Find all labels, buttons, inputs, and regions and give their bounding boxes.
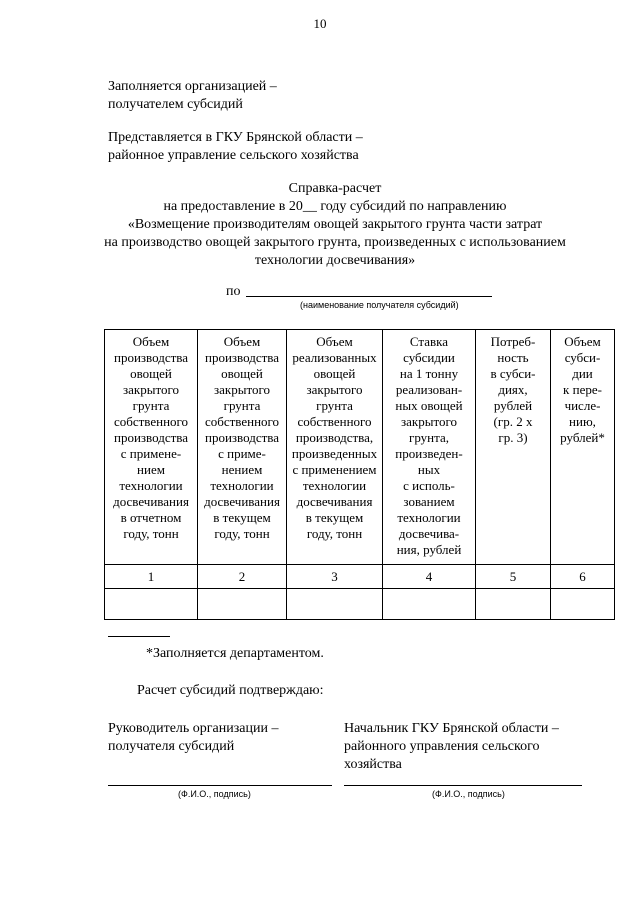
column-number: 5: [476, 565, 551, 589]
entry-cell[interactable]: [198, 589, 287, 620]
recipient-caption: (наименование получателя субсидий): [300, 300, 459, 310]
header-line: в отчетном: [120, 510, 182, 525]
entry-cell[interactable]: [551, 589, 615, 620]
header-line: с применением: [292, 462, 377, 477]
header-line: дии: [572, 366, 593, 381]
table-header-row: [105, 330, 615, 565]
filled-by-line-1: Заполняется организацией –: [108, 79, 277, 94]
header-line: закрытого: [214, 382, 270, 397]
header-col-6: [551, 330, 615, 565]
header-line: Объем: [223, 334, 261, 349]
header-line: зованием: [403, 494, 455, 509]
header-line: овощей: [130, 366, 172, 381]
header-line: Ставка: [409, 334, 449, 349]
recipient-input-line[interactable]: [246, 296, 492, 297]
header-line: с приме-: [218, 446, 266, 461]
title-line-2: «Возмещение производителям овощей закрытого грунта части затрат: [127, 217, 543, 232]
header-col-5: [476, 330, 551, 565]
header-line: производства: [204, 430, 280, 445]
submitted-to-line-1: Представляется в ГКУ Брянской области –: [108, 130, 363, 145]
header-line: ных: [417, 462, 441, 477]
header-line: грунта,: [409, 430, 449, 445]
header-line: досвечивания: [204, 494, 280, 509]
right-signature-caption: (Ф.И.О., подпись): [432, 789, 505, 799]
entry-cell[interactable]: [287, 589, 383, 620]
entry-cell[interactable]: [105, 589, 198, 620]
left-signer-title-1: Руководитель организации –: [108, 721, 279, 736]
header-line: Объем: [564, 334, 601, 349]
header-col-4: [383, 330, 476, 565]
header-line: досвечивания: [113, 494, 189, 509]
recipient-prefix: по: [226, 284, 241, 299]
header-line: собственного: [204, 414, 280, 429]
column-number-row: [105, 565, 615, 589]
entry-cell[interactable]: [476, 589, 551, 620]
right-signature-line[interactable]: [344, 785, 582, 786]
header-col-1: [105, 330, 198, 565]
header-line: нию,: [569, 414, 596, 429]
right-signer-title-1: Начальник ГКУ Брянской области –: [344, 721, 559, 736]
header-col-2: [198, 330, 287, 565]
header-line: грунта: [223, 398, 261, 413]
header-line: ния, рублей: [396, 542, 462, 557]
data-entry-row: [105, 589, 615, 620]
header-line: производства: [113, 430, 189, 445]
header-line: собственного: [297, 414, 372, 429]
header-line: Объем: [316, 334, 353, 349]
header-line: году, тонн: [123, 526, 179, 541]
header-line: произведен-: [395, 446, 463, 461]
column-number: 1: [105, 565, 198, 589]
header-line: рублей*: [560, 430, 605, 445]
header-line: субсидии: [403, 350, 455, 365]
header-col-3: [287, 330, 383, 565]
submitted-to-line-2: районное управление сельского хозяйства: [108, 148, 359, 163]
header-line: в текущем: [213, 510, 271, 525]
header-line: собственного: [113, 414, 189, 429]
header-line: диях,: [498, 382, 528, 397]
header-line: в субси-: [490, 366, 536, 381]
header-line: производства: [113, 350, 189, 365]
title-line-4: технологии досвечивания»: [254, 253, 416, 268]
header-line: закрытого: [123, 382, 179, 397]
header-line: Объем: [132, 334, 170, 349]
header-line: производства,: [295, 430, 374, 445]
header-line: реализован-: [395, 382, 463, 397]
header-line: технологии: [210, 478, 274, 493]
header-line: рублей: [493, 398, 533, 413]
column-number: 6: [551, 565, 615, 589]
header-line: числе-: [564, 398, 601, 413]
header-line: гр. 3): [498, 430, 528, 445]
header-line: грунта: [132, 398, 170, 413]
header-line: с примене-: [120, 446, 182, 461]
header-line: досвечивания: [296, 494, 373, 509]
title-line-3: на производство овощей закрытого грунта, произведенных с использованием: [104, 235, 566, 250]
left-signature-caption: (Ф.И.О., подпись): [178, 789, 251, 799]
left-signer-title-2: получателя субсидий: [108, 739, 235, 754]
header-line: закрытого: [401, 414, 457, 429]
footnote: *Заполняется департаментом.: [146, 646, 324, 661]
subsidy-table: [104, 329, 615, 620]
header-line: производства: [204, 350, 280, 365]
header-line: реализованных: [292, 350, 377, 365]
header-line: в текущем: [305, 510, 364, 525]
header-line: технологии: [119, 478, 183, 493]
header-line: ность: [497, 350, 529, 365]
header-line: нением: [221, 462, 263, 477]
header-line: ных овощей: [395, 398, 463, 413]
footnote-rule: [108, 636, 170, 637]
header-line: грунта: [316, 398, 353, 413]
header-line: с исполь-: [403, 478, 455, 493]
header-line: досвечива-: [398, 526, 460, 541]
header-line: закрытого: [306, 382, 363, 397]
header-line: году, тонн: [306, 526, 363, 541]
header-line: произведенных: [291, 446, 378, 461]
header-line: овощей: [313, 366, 356, 381]
confirm-text: Расчет субсидий подтверждаю:: [137, 683, 324, 698]
column-number: 2: [198, 565, 287, 589]
header-line: технологии: [302, 478, 367, 493]
header-line: нием: [137, 462, 165, 477]
title-heading: Справка-расчет: [288, 181, 382, 196]
header-line: на 1 тонну: [399, 366, 459, 381]
right-signer-title-2: районного управления сельского: [344, 739, 540, 754]
left-signature-line[interactable]: [108, 785, 332, 786]
page-number: 10: [313, 16, 327, 31]
title-line-1: на предоставление в 20__ году субсидий по направлению: [163, 199, 507, 214]
header-line: субси-: [564, 350, 601, 365]
header-line: году, тонн: [214, 526, 270, 541]
header-line: (гр. 2 х: [493, 414, 533, 429]
header-line: Потреб-: [490, 334, 536, 349]
entry-cell[interactable]: [383, 589, 476, 620]
header-line: технологии: [397, 510, 461, 525]
right-signer-title-3: хозяйства: [344, 757, 402, 772]
header-line: овощей: [221, 366, 263, 381]
header-line: к пере-: [563, 382, 602, 397]
column-number: 3: [287, 565, 383, 589]
filled-by-line-2: получателем субсидий: [108, 97, 243, 112]
column-number: 4: [383, 565, 476, 589]
